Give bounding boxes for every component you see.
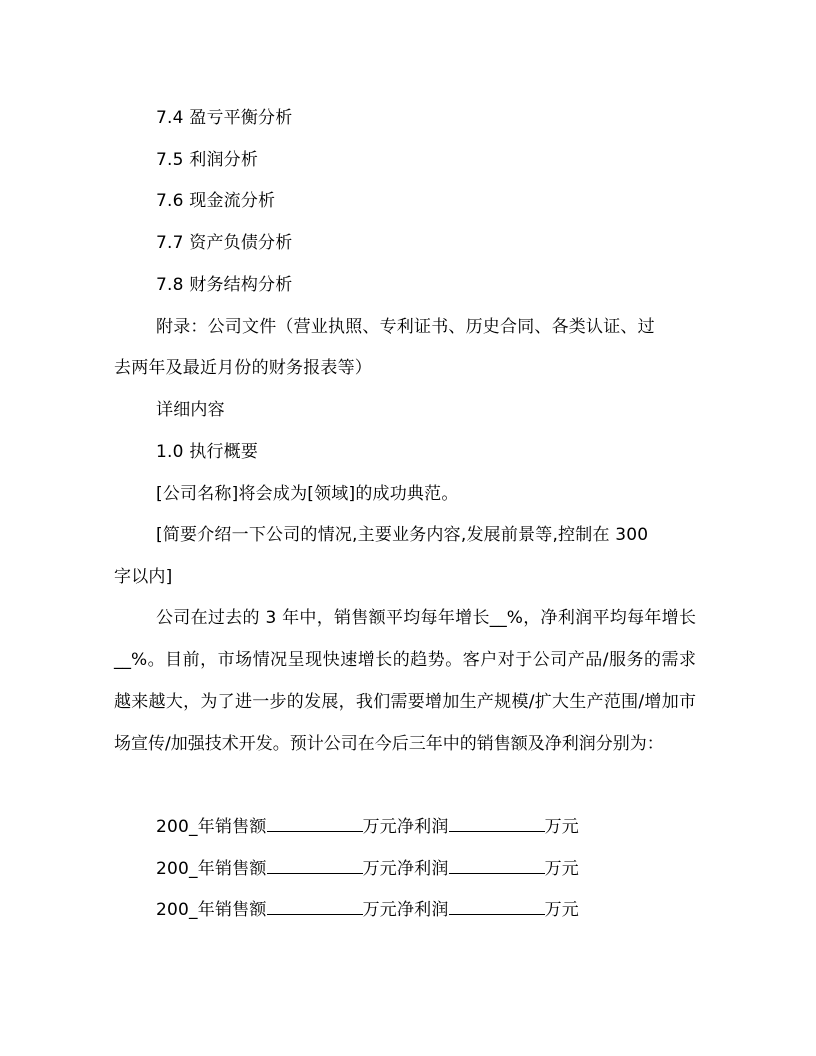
forecast-mid-label: 万元净利润 — [362, 900, 449, 920]
brief-intro-line-1: [简要介绍一下公司的情况,主要业务内容,发展前景等,控制在 300 — [156, 525, 649, 545]
forecast-year-label: 200_年销售额 — [156, 859, 267, 879]
forecast-year-label: 200_年销售额 — [156, 900, 267, 920]
toc-item-7-7: 7.7 资产负债分析 — [156, 233, 293, 253]
forecast-year-label: 200_年销售额 — [156, 817, 267, 837]
appendix-line-2: 去两年及最近月份的财务报表等） — [114, 358, 372, 378]
profit-blank — [449, 859, 545, 874]
forecast-row — [156, 817, 579, 837]
forecast-mid-label: 万元净利润 — [362, 859, 449, 879]
appendix-line-1: 附录：公司文件（营业执照、专利证书、历史合同、各类认证、过 — [156, 317, 655, 337]
sales-blank — [267, 817, 363, 832]
forecast-unit-label: 万元 — [544, 817, 579, 837]
toc-item-7-6: 7.6 现金流分析 — [156, 191, 276, 211]
toc-item-7-8: 7.8 财务结构分析 — [156, 275, 293, 295]
company-statement: [公司名称]将会成为[领域]的成功典范。 — [156, 484, 459, 504]
profit-blank — [449, 900, 545, 915]
forecast-mid-label: 万元净利润 — [362, 817, 449, 837]
forecast-row — [156, 900, 579, 920]
forecast-unit-label: 万元 — [544, 859, 579, 879]
toc-item-7-4: 7.4 盈亏平衡分析 — [156, 108, 293, 128]
brief-intro-line-2: 字以内] — [114, 567, 173, 587]
forecast-unit-label: 万元 — [544, 900, 579, 920]
toc-item-7-5: 7.5 利润分析 — [156, 150, 259, 170]
profit-blank — [449, 817, 545, 832]
detail-heading: 详细内容 — [156, 400, 225, 420]
growth-paragraph: 公司在过去的 3 年中，销售额平均每年增长__%，净利润平均每年增长__%。目前，市场情况呈现快速增长的趋势。客户对于公司产品/服务的需求越来越大，为了进一步的发展，我们需要增加生产规模/扩大生产范围/增加市场宣传/加强技术开发。预计公司在今后三年中的销售额及净利润分别为： — [114, 608, 696, 754]
sales-blank — [267, 900, 363, 915]
section-1-title: 1.0 执行概要 — [156, 442, 259, 462]
sales-blank — [267, 859, 363, 874]
forecast-row — [156, 859, 579, 879]
